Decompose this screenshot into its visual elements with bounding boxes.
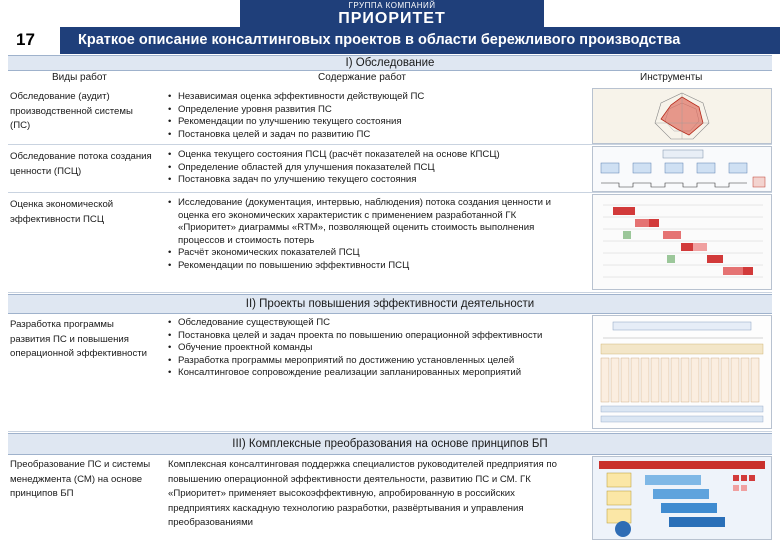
content-transformation: Комплексная консалтинговая поддержка специалистов руководителей предприятия по повышению операционной эффективности деятельности, развитию ПС и СМ. ГК «Приоритет» применяет высокоэффективную, апробированную в российских предприятиях каскадную технологию разработки, развёртывания и управления преобразованиями bbox=[168, 459, 557, 528]
column-header-work: Виды работ bbox=[52, 72, 107, 83]
list-item: • Рекомендации по повышению эффективности ПСЦ bbox=[168, 260, 568, 273]
work-type-vsm bbox=[10, 150, 152, 179]
company-logo bbox=[240, 0, 544, 28]
tool-image-rtm-diagram bbox=[592, 194, 772, 290]
tool-image-value-stream-map bbox=[592, 146, 772, 192]
list-item: • Рекомендации по улучшению текущего состояния bbox=[168, 116, 568, 129]
list-item: • Исследование (документация, интервью, наблюдения) потока создания ценности и оценка его экономических характеристик с применением разработанной ГК «Приоритет» диаграммы «RTM», позволяющей оценить стоимость выполнения процессов и стоимость потерь bbox=[168, 197, 568, 247]
list-item: • Обследование существующей ПС bbox=[168, 317, 568, 330]
tool-image-program-chart bbox=[592, 315, 772, 429]
content-economic bbox=[168, 197, 568, 272]
content-vsm bbox=[168, 149, 568, 187]
list-item: • Постановка целей и задач по развитию ПС bbox=[168, 129, 568, 142]
content-audit bbox=[168, 91, 568, 141]
list-item: • Консалтинговое сопровождение реализации запланированных мероприятий bbox=[168, 367, 568, 380]
work-type-vsm-label: Обследование потока создания ценности (ПСЦ) bbox=[10, 151, 152, 177]
section-3-header: III) Комплексные преобразования на основе принципов БП bbox=[8, 433, 772, 455]
tool-image-transformation-diagram bbox=[592, 456, 772, 540]
work-type-economic: Оценка экономической эффективности ПСЦ bbox=[10, 199, 114, 225]
list-item: • Постановка целей и задач проекта по повышению операционной эффективности bbox=[168, 330, 568, 343]
list-item: • Обучение проектной команды bbox=[168, 342, 568, 355]
list-item: • Определение областей для улучшения показателей ПСЦ bbox=[168, 162, 568, 175]
tool-image-radar-chart bbox=[592, 88, 772, 144]
section-2-header: II) Проекты повышения эффективности деятельности bbox=[8, 294, 772, 314]
list-item: • Независимая оценка эффективности действующей ПС bbox=[168, 91, 568, 104]
slide-number: 17 bbox=[16, 30, 35, 49]
work-type-audit: Обследование (аудит) производственной системы (ПС) bbox=[10, 91, 133, 131]
list-item: • Оценка текущего состояния ПСЦ (расчёт показателей на основе КПСЦ) bbox=[168, 149, 568, 162]
page-title: Краткое описание консалтинговых проектов в области бережливого производства bbox=[60, 27, 780, 54]
list-item: • Постановка задач по улучшению текущего состояния bbox=[168, 174, 568, 187]
work-type-program: Разработка программы развития ПС и повышения операционной эффективности bbox=[10, 319, 148, 359]
content-program bbox=[168, 317, 568, 380]
header bbox=[0, 0, 780, 60]
logo-group-label: ГРУППА КОМПАНИЙ bbox=[348, 1, 436, 10]
section-1-header: I) Обследование bbox=[8, 55, 772, 71]
work-type-transformation: Преобразование ПС и системы менеджмента (СМ) на основе принципов БП bbox=[10, 459, 151, 499]
list-item: • Определение уровня развития ПС bbox=[168, 104, 568, 117]
list-item: • Разработка программы мероприятий по достижению установленных целей bbox=[168, 355, 568, 368]
logo-brand: ПРИОРИТЕТ bbox=[338, 10, 446, 27]
column-header-tools: Инструменты bbox=[640, 72, 703, 83]
column-header-content: Содержание работ bbox=[318, 72, 406, 83]
list-item: • Расчёт экономических показателей ПСЦ bbox=[168, 247, 568, 260]
